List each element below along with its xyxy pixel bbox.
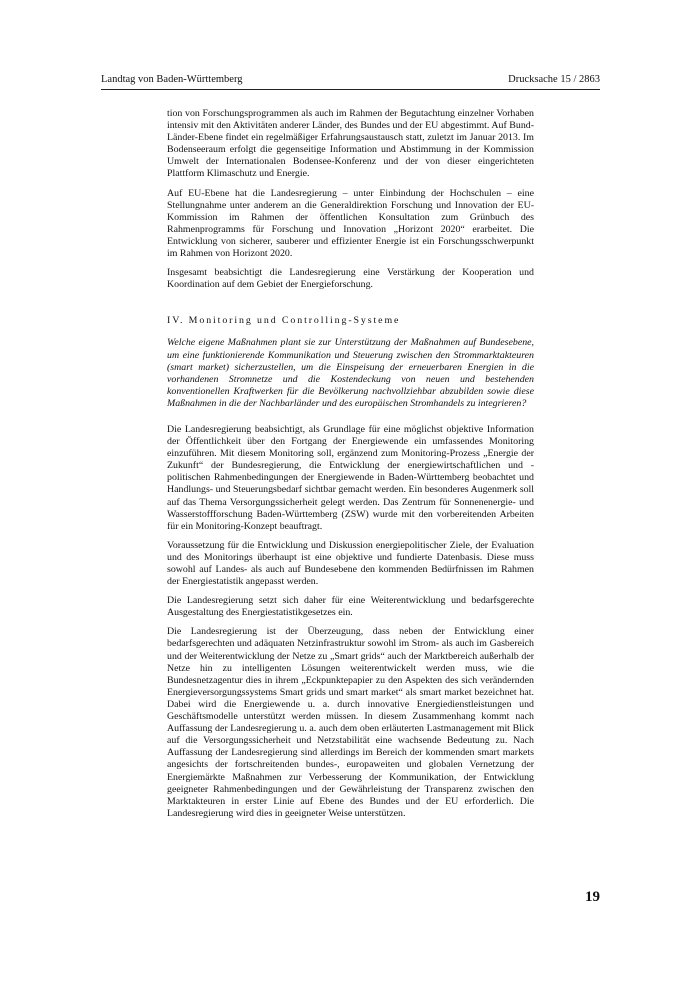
paragraph-eu-level: Auf EU-Ebene hat die Landesregierung – unter Einbindung der Hochschulen – eine Stellungnahme unter anderem an die Generaldirektion Forschung und Innovation der EU-Kommission im Rahmen der öffentlichen Konsultation zum Grünbuch des Rahmenprogramms für Forschung und Innovation „Horizont 2020“ erarbeitet. Die Entwicklung von sicherer, sauberer und effizienter Energie ist ein Forschungsschwerpunkt im Rahmen von Horizont 2020. (167, 187, 534, 260)
header-document-number: Drucksache 15 / 2863 (508, 74, 600, 85)
header-publisher: Landtag von Baden-Württemberg (101, 74, 243, 85)
paragraph-summary: Insgesamt beabsichtigt die Landesregierung eine Verstärkung der Kooperation und Koordination auf dem Gebiet der Energieforschung. (167, 267, 534, 291)
paragraph-energy-statistics: Die Landesregierung setzt sich daher für eine Weiterentwicklung und bedarfsgerechte Ausgestaltung des Energiestatistikgesetzes ein. (167, 595, 534, 619)
paragraph-research-coordination: tion von Forschungsprogrammen als auch im Rahmen der Begutachtung einzelner Vorhaben intensiv mit den Aktivitäten anderer Länder, des Bundes und der EU abgestimmt. Auf Bund-Länder-Ebene findet ein regelmäßiger Erfahrungsaustausch statt, zuletzt im Januar 2013. Im Bodenseeraum erfolgt die gegenseitige Information und Abstimmung in der Kommission Umwelt der Internationalen Bodensee-Konferenz und der von dieser eingerichteten Plattform Klimaschutz und Energie. (167, 108, 534, 180)
document-body (167, 108, 534, 827)
paragraph-monitoring: Die Landesregierung beabsichtigt, als Grundlage für eine möglichst objektive Information der Öffentlichkeit über den Fortgang der Energiewende ein umfassendes Monitoring einzuführen. Mit diesem Monitoring soll, ergänzend zum Monitoring-Prozess „Energie der Zukunft“ der Bundesregierung, die Entwicklung der energiewirtschaftlichen und -politischen Rahmenbedingungen der Energiewende in Baden-Württemberg beobachtet und Handlungs- und Steuerungsbedarf sichtbar gemacht werden. Ein besonderes Augenmerk soll auf das Thema Versorgungssicherheit gelegt werden. Das Zentrum für Sonnenenergie- und Wasserstoffforschung Baden-Württemberg (ZSW) wurde mit den vorbereitenden Arbeiten für ein Monitoring-Konzept beauftragt. (167, 423, 534, 532)
page-number: 19 (585, 889, 600, 905)
page-header (101, 71, 600, 90)
question-paragraph: Welche eigene Maßnahmen plant sie zur Unterstützung der Maßnahmen auf Bundesebene, um eine funktionierende Kommunikation und Steuerung zwischen den Strommarktakteuren (smart market) sicherzustellen, um die Einspeisung der erneuerbaren Energien in die vorhandenen Stromnetze und die Kostendeckung von neuen und bestehenden konventionellen Kraftwerken für die Bevölkerung nachvollziehbar abzubilden sowie diese Maßnahmen in die der Nachbarländer und des europäischen Stromhandels zu integrieren? (167, 337, 534, 409)
section-heading: IV. Monitoring und Controlling-Systeme (167, 315, 401, 327)
paragraph-smart-market: Die Landesregierung ist der Überzeugung, dass neben der Entwicklung einer bedarfsgerechten und adäquaten Netzinfrastruktur sowohl im Strom- als auch im Gasbereich und der Weiterentwicklung der Netze zu „Smart grids“ auch der Marktbereich außerhalb der Netze hin zu intelligenten Lösungen weiterentwickelt werden muss, wie die Bundesnetzagentur dies in ihrem „Eckpunktepapier zu den Aspekten des sich verändernden Energieversorgungssystems Smart grids und smart market“ als smart market bezeichnet hat. Dabei wird die Energiewende u. a. durch innovative Energiedienstleistungen und Geschäftsmodelle unterstützt werden müssen. In diesem Zusammenhang kommt nach Auffassung der Landesregierung u. a. auch dem oben erläuterten Lastmanagement mit Blick auf die Versorgungssicherheit und Netzstabilität eine wachsende Bedeutung zu. Nach Auffassung der Landesregierung sind allerdings im Bereich der kommenden smart markets angesichts der fortschreitenden bundes-, europaweiten und globalen Vernetzung der Energiemärkte Maßnahmen zur Verbesserung der Kommunikation, der Entwicklung geeigneter Rahmenbedingungen und der Gewährleistung der Transparenz zwischen den Marktakteuren in erster Linie auf Ebene des Bundes und der EU erforderlich. Die Landesregierung wird dies in geeigneter Weise unterstützen. (167, 626, 534, 819)
paragraph-data-basis: Voraussetzung für die Entwicklung und Diskussion energiepolitischer Ziele, der Evaluation und des Monitorings überhaupt ist eine objektive und fundierte Datenbasis. Diese muss sowohl auf Landes- als auch auf Bundesebene den kommenden Bedürfnissen im Rahmen der Energiestatistik angepasst werden. (167, 539, 534, 588)
